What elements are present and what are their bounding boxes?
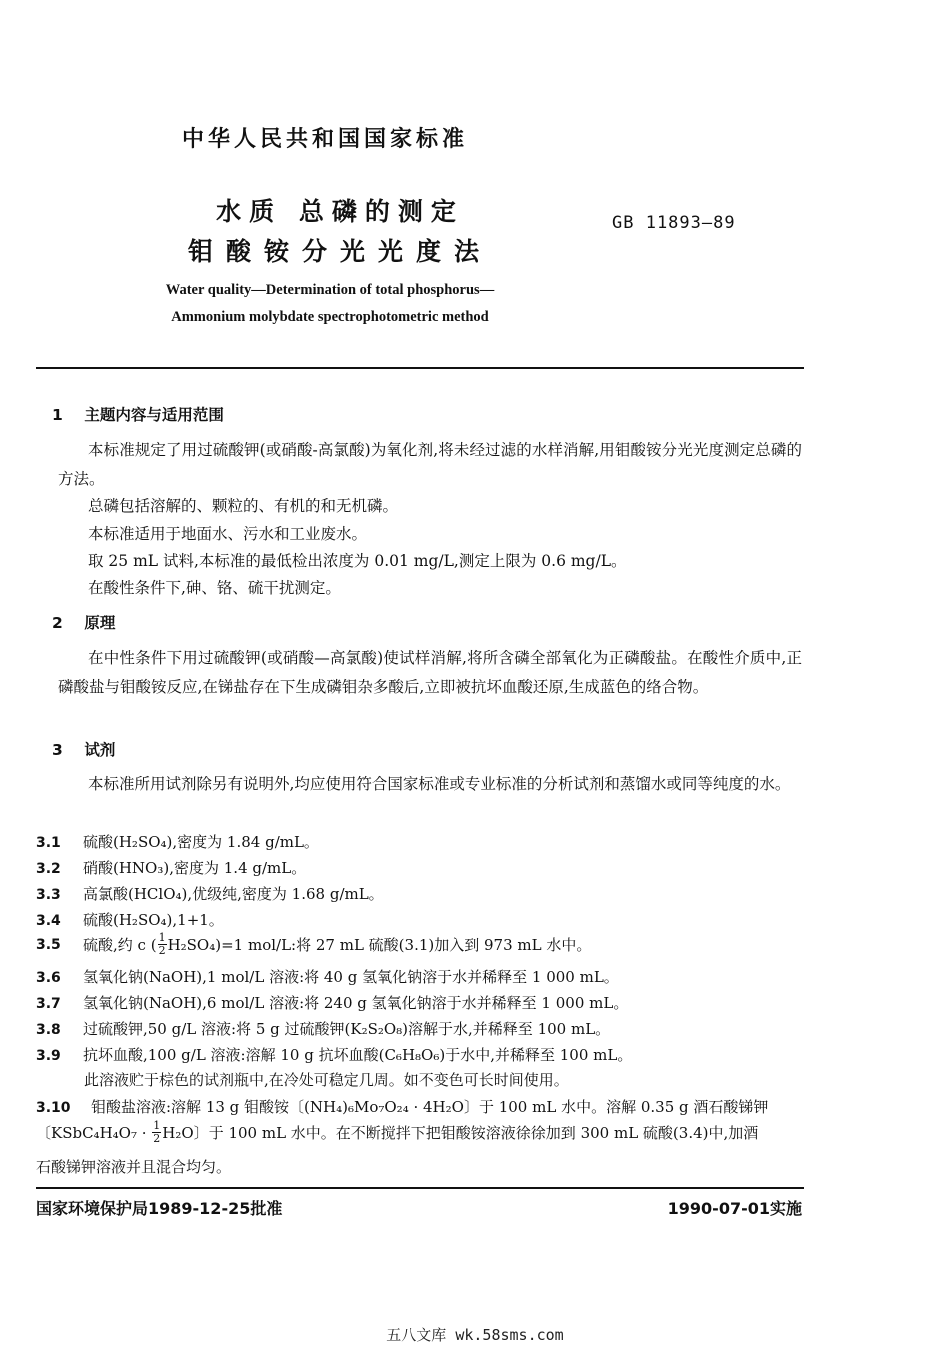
item-continuation: 石酸锑钾溶液并且混合均匀。 [36, 1158, 232, 1176]
section-title: 原理 [84, 614, 116, 632]
title-line-1: 水质 总磷的测定 [216, 197, 464, 226]
item-text: 〔KSbC₄H₄O₇ · [36, 1124, 152, 1142]
item-note: 此溶液贮于棕色的试剂瓶中,在冷处可稳定几周。如不变色可长时间使用。 [84, 1071, 569, 1089]
item-text: H₂O〕于 100 mL 水中。在不断搅拌下把钼酸铵溶液徐徐加到 300 mL 硫酸(3.4)中,加酒 [162, 1124, 759, 1142]
item-number: 3.5 [36, 936, 61, 953]
list-item [36, 932, 591, 957]
english-title-line-1: Water quality—Determination of total phosphorus— [165, 282, 495, 298]
item-number: 3.10 [36, 1100, 71, 1116]
fraction-numerator: 1 [158, 931, 166, 944]
list-item [36, 1044, 632, 1065]
paragraph: 本标准适用于地面水、污水和工业废水。 [88, 525, 368, 543]
paragraph: 本标准规定了用过硫酸钾(或硝酸-高氯酸)为氧化剂,将未经过滤的水样消解,用钼酸铵分光光度测定总磷的方法。 [58, 441, 802, 488]
fraction [152, 1120, 161, 1145]
watermark: 五八文库 wk.58sms.com [386, 1326, 564, 1344]
paragraph: 在中性条件下用过硫酸钾(或硝酸—高氯酸)使试样消解,将所含磷全部氧化为正磷酸盐。在酸性介质中,正磷酸盐与钼酸铵反应,在锑盐存在下生成磷钼杂多酸后,立即被抗坏血酸还原,生成蓝色的络合物。 [58, 649, 802, 696]
list-item [36, 1018, 610, 1039]
paragraph: 在酸性条件下,砷、铬、硫干扰测定。 [88, 579, 341, 597]
item-text: 抗坏血酸,100 g/L 溶液:溶解 10 g 抗坏血酸(C₆H₈O₆)于水中,并稀释至 100 mL。 [83, 1046, 633, 1064]
list-item [36, 909, 224, 930]
item-number: 3.1 [36, 835, 61, 851]
list-item [36, 883, 384, 904]
list-item [36, 1096, 768, 1117]
section-title: 主题内容与适用范围 [84, 406, 224, 424]
section-1-heading [52, 403, 224, 425]
header-divider [36, 367, 804, 369]
item-number: 3.2 [36, 861, 61, 877]
list-item [36, 857, 306, 878]
effective-date: 1990-07-01实施 [667, 1199, 802, 1218]
item-text: 过硫酸钾,50 g/L 溶液:将 5 g 过硫酸钾(K₂S₂O₈)溶解于水,并稀释至 100 mL。 [83, 1020, 611, 1038]
paragraph: 总磷包括溶解的、颗粒的、有机的和无机磷。 [88, 497, 399, 515]
item-text: 硝酸(HNO₃),密度为 1.4 g/mL。 [83, 859, 307, 877]
item-text: 氢氧化钠(NaOH),1 mol/L 溶液:将 40 g 氢氧化钠溶于水并稀释至 1 000 mL。 [83, 968, 619, 986]
issuing-authority: 中华人民共和国国家标准 [181, 127, 468, 152]
list-item [36, 992, 628, 1013]
item-text: 钼酸盐溶液:溶解 13 g 钼酸铵〔(NH₄)₆Mo₇O₂₄ · 4H₂O〕于 100 mL 水中。溶解 0.35 g 酒石酸锑钾 [91, 1098, 769, 1116]
item-text: H₂SO₄)=1 mol/L:将 27 mL 硫酸(3.1)加入到 973 mL 水中。 [167, 936, 592, 954]
item-number: 3.6 [36, 970, 61, 986]
item-number: 3.7 [36, 996, 61, 1012]
item-text: 硫酸(H₂SO₄),密度为 1.84 g/mL。 [83, 833, 319, 851]
english-title-line-2: Ammonium molybdate spectrophotometric method [171, 309, 489, 325]
item-text: 硫酸,约 c ( [83, 936, 157, 954]
item-text: 高氯酸(HClO₄),优级纯,密度为 1.68 g/mL。 [83, 885, 384, 903]
fraction [158, 932, 167, 957]
approval-date: 国家环境保护局1989-12-25批准 [36, 1199, 283, 1218]
paragraph: 本标准所用试剂除另有说明外,均应使用符合国家标准或专业标准的分析试剂和蒸馏水或同等纯度的水。 [88, 775, 791, 793]
fraction-denominator: 2 [158, 944, 166, 957]
item-number: 3.8 [36, 1022, 61, 1038]
item-text: 硫酸(H₂SO₄),1+1。 [83, 911, 224, 929]
standard-code: GB 11893—89 [612, 213, 736, 233]
item-number: 3.3 [36, 887, 61, 903]
item-text: 氢氧化钠(NaOH),6 mol/L 溶液:将 240 g 氢氧化钠溶于水并稀释至 1 000 mL。 [83, 994, 629, 1012]
fraction-numerator: 1 [153, 1119, 161, 1132]
section-3-heading [52, 738, 115, 760]
footer-divider [36, 1187, 804, 1189]
section-number: 3 [52, 741, 63, 759]
title-line-2: 钼酸铵分光光度法 [187, 237, 492, 266]
item-continuation [36, 1120, 758, 1145]
list-item [36, 966, 619, 987]
section-2-heading [52, 611, 115, 633]
section-number: 2 [52, 614, 63, 632]
section-number: 1 [52, 406, 63, 424]
item-number: 3.4 [36, 913, 61, 929]
section-title: 试剂 [84, 741, 116, 759]
fraction-denominator: 2 [153, 1132, 161, 1145]
item-number: 3.9 [36, 1048, 61, 1064]
paragraph: 取 25 mL 试料,本标准的最低检出浓度为 0.01 mg/L,测定上限为 0.6 mg/L。 [88, 552, 627, 570]
list-item [36, 831, 319, 852]
